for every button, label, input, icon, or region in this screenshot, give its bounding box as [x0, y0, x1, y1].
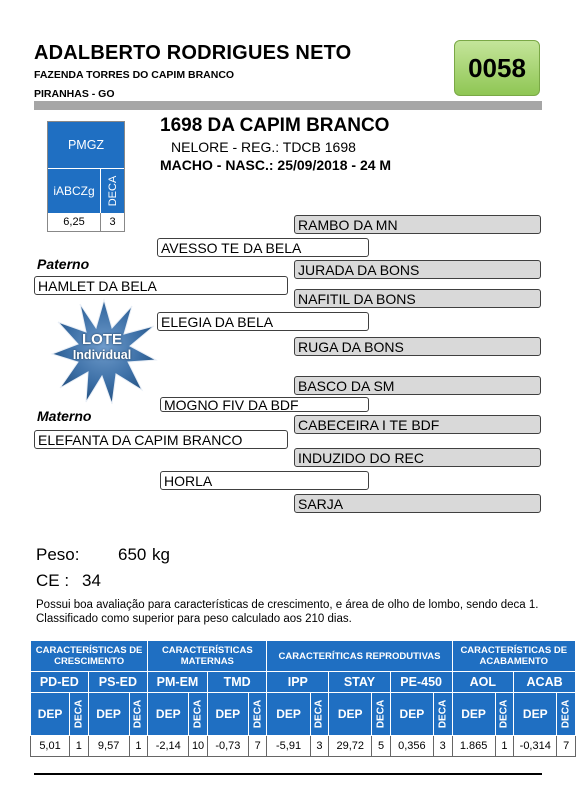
deca-value: 1 — [495, 736, 514, 757]
trait-header-stay: STAY — [329, 672, 391, 693]
dep-header: DEP — [452, 693, 495, 736]
pedigree-sire-dam-dam: RUGA DA BONS — [294, 337, 541, 356]
lot-number-badge: 0058 — [454, 40, 540, 96]
trait-header-acab: ACAB — [514, 672, 576, 693]
header-divider — [34, 101, 542, 110]
dep-value: 1.865 — [452, 736, 495, 757]
dep-header: DEP — [514, 693, 557, 736]
trait-header-aol: AOL — [452, 672, 514, 693]
index-title: PMGZ — [48, 122, 124, 169]
pedigree-dam: ELEFANTA DA CAPIM BRANCO — [34, 430, 288, 449]
pedigree-dam-sire: MOGNO FIV DA BDF — [160, 397, 369, 412]
dep-value: 5,01 — [31, 736, 70, 757]
group-maternas: CARACTERÍSTICAS MATERNAS — [148, 641, 267, 672]
group-acabamento: CARACTERÍSTICAS DE ACABAMENTO — [452, 641, 576, 672]
trait-header-pe-450: PE-450 — [390, 672, 452, 693]
pedigree-dam-dam: HORLA — [160, 471, 369, 490]
trait-header-pm-em: PM-EM — [148, 672, 208, 693]
ce-label: CE : — [36, 571, 70, 590]
index-deca-value: 3 — [109, 216, 116, 228]
lote-individual-label: LOTE Individual — [72, 331, 132, 362]
evaluation-description: Possui boa avaliação para características de crescimento, e área de olho de lombo, sendo deca 1. Classificado como superior para peso calculado aos 210 dias. — [36, 599, 539, 625]
dep-value: 29,72 — [329, 736, 372, 757]
deca-value: 5 — [372, 736, 391, 757]
deca-header: DECA — [372, 693, 391, 736]
footer-divider — [34, 773, 542, 775]
sex-birth-line: MACHO - NASC.: 25/09/2018 - 24 M — [160, 157, 392, 173]
owner-name: ADALBERTO RODRIGUES NETO — [34, 42, 352, 64]
index-label: iABCZg — [48, 169, 101, 213]
deca-value: 10 — [189, 736, 208, 757]
pedigree-dam-sire-sire: BASCO DA SM — [294, 376, 541, 395]
trait-header-pd-ed: PD-ED — [31, 672, 89, 693]
deca-header: DECA — [557, 693, 576, 736]
trait-header-ipp: IPP — [267, 672, 329, 693]
index-value: 6,25 — [48, 213, 101, 231]
pedigree-sire: HAMLET DA BELA — [34, 276, 288, 295]
dep-header: DEP — [329, 693, 372, 736]
deca-value: 7 — [557, 736, 576, 757]
pedigree-sire-dam-sire: NAFITIL DA BONS — [294, 289, 541, 308]
deca-value: 1 — [70, 736, 89, 757]
pedigree-sire-dam: ELEGIA DA BELA — [157, 312, 369, 331]
pedigree-sire-sire: AVESSO TE DA BELA — [157, 238, 369, 257]
dep-header: DEP — [31, 693, 70, 736]
materno-label: Materno — [37, 408, 92, 424]
dep-header: DEP — [267, 693, 310, 736]
dep-value: 0,356 — [390, 736, 433, 757]
weight-unit: kg — [152, 545, 170, 564]
deca-header: DECA — [310, 693, 329, 736]
deca-value: 7 — [248, 736, 267, 757]
dep-value: 9,57 — [88, 736, 129, 757]
farm-location: PIRANHAS - GO — [34, 88, 115, 100]
index-box — [47, 121, 125, 232]
dep-header: DEP — [88, 693, 129, 736]
deca-value: 3 — [433, 736, 452, 757]
farm-name: FAZENDA TORRES DO CAPIM BRANCO — [34, 69, 235, 81]
animal-name: 1698 DA CAPIM BRANCO — [160, 115, 390, 136]
dep-value: -2,14 — [148, 736, 189, 757]
dep-value: -0,314 — [514, 736, 557, 757]
dep-header: DEP — [148, 693, 189, 736]
deca-header: DECA — [248, 693, 267, 736]
pedigree-sire-sire-dam: JURADA DA BONS — [294, 260, 541, 279]
trait-header-tmd: TMD — [207, 672, 267, 693]
pedigree-dam-dam-dam: SARJA — [294, 494, 541, 513]
paterno-label: Paterno — [37, 256, 90, 272]
dep-value: -0,73 — [207, 736, 248, 757]
dep-header: DEP — [207, 693, 248, 736]
trait-header-ps-ed: PS-ED — [88, 672, 148, 693]
deca-header: DECA — [189, 693, 208, 736]
ce-value: 34 — [82, 571, 101, 590]
group-reprodutivas: CARACTERÍTICAS REPRODUTIVAS — [267, 641, 452, 672]
deca-value: 1 — [129, 736, 148, 757]
weight-label: Peso: — [36, 545, 80, 564]
dep-value: -5,91 — [267, 736, 310, 757]
deca-header: DECA — [495, 693, 514, 736]
pedigree-dam-dam-sire: INDUZIDO DO REC — [294, 448, 541, 467]
deca-value: 3 — [310, 736, 329, 757]
pedigree-sire-sire-sire: RAMBO DA MN — [294, 215, 541, 234]
weight-value: 650 — [118, 545, 147, 564]
pedigree-dam-sire-dam: CABECEIRA I TE BDF — [294, 415, 541, 434]
deca-header: DECA — [70, 693, 89, 736]
group-crescimento: CARACTERÍSTICAS DE CRESCIMENTO — [31, 641, 148, 672]
dep-header: DEP — [390, 693, 433, 736]
traits-table — [30, 640, 576, 757]
deca-header: DECA — [129, 693, 148, 736]
deca-header: DECA — [433, 693, 452, 736]
index-deca-header: DECA — [101, 169, 124, 213]
breed-registration: NELORE - REG.: TDCB 1698 — [171, 139, 356, 155]
